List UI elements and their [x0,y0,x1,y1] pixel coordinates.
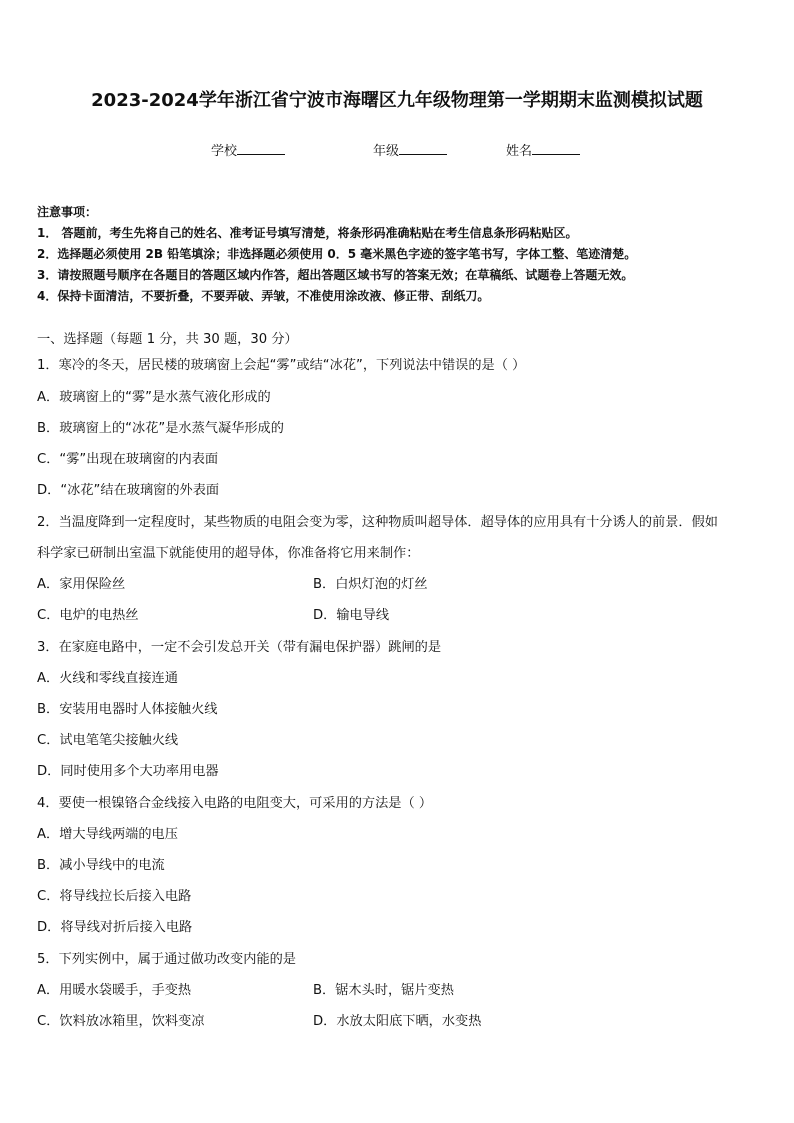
question-stem-continued: 科学家已研制出室温下就能使用的超导体，你准备将它用来制作： [37,546,420,561]
option: C．电炉的电热丝 [37,608,139,623]
option: A．增大导线两端的电压 [37,827,178,842]
option: A．家用保险丝 [37,577,126,592]
option: D．同时使用多个大功率用电器 [37,764,219,779]
question-stem: 5．下列实例中，属于通过做功改变内能的是 [37,952,296,967]
school-label: 学校 [211,144,238,159]
option: C．“雾”出现在玻璃窗的内表面 [37,452,219,467]
note-item: 2．选择题必须使用 2B 铅笔填涂；非选择题必须使用 0．5 毫米黑色字迹的签字笔书写，字体工整、笔迹清楚。 [37,247,637,261]
option: A．玻璃窗上的“雾”是水蒸气液化形成的 [37,390,271,405]
name-field [506,140,580,159]
name-blank [532,142,580,155]
option: C．将导线拉长后接入电路 [37,889,192,904]
grade-field [373,140,447,159]
option: D．“冰花”结在玻璃窗的外表面 [37,483,220,498]
section-heading: 一、选择题（每题 1 分，共 30 题，30 分） [37,332,298,347]
option: C．试电笔笔尖接触火线 [37,733,179,748]
note-item: 3．请按照题号顺序在各题目的答题区域内作答，超出答题区域书写的答案无效；在草稿纸、试题卷上答题无效。 [37,268,634,282]
note-item: 4．保持卡面清洁，不要折叠，不要弄破、弄皱，不准使用涂改液、修正带、刮纸刀。 [37,289,490,303]
option: B．安装用电器时人体接触火线 [37,702,218,717]
school-blank [237,142,285,155]
name-label: 姓名 [506,144,533,159]
option: B．玻璃窗上的“冰花”是水蒸气凝华形成的 [37,421,284,436]
grade-blank [399,142,447,155]
option: D．输电导线 [313,608,390,623]
school-field [211,140,285,159]
option: A．火线和零线直接连通 [37,671,178,686]
question-stem: 4．要使一根镍铬合金线接入电路的电阻变大，可采用的方法是（ ） [37,796,433,811]
option: B．减小导线中的电流 [37,858,165,873]
grade-label: 年级 [373,144,400,159]
notes-heading: 注意事项： [37,205,98,219]
option: C．饮料放冰箱里，饮料变凉 [37,1014,205,1029]
option: B．锯木头时，锯片变热 [313,983,454,998]
option: A．用暖水袋暖手，手变热 [37,983,192,998]
question-stem: 2．当温度降到一定程度时，某些物质的电阻会变为零，这种物质叫超导体．超导体的应用具有十分诱人的前景．假如 [37,515,718,530]
question-stem: 1．寒冷的冬天，居民楼的玻璃窗上会起“雾”或结“冰花”，下列说法中错误的是（ ） [37,358,526,373]
page-title: 2023-2024学年浙江省宁波市海曙区九年级物理第一学期期末监测模拟试题 [91,90,703,111]
option: D．水放太阳底下晒，水变热 [313,1014,482,1029]
option: D．将导线对折后接入电路 [37,920,193,935]
note-item: 1． 答题前，考生先将自己的姓名、准考证号填写清楚，将条形码准确粘贴在考生信息条形码粘贴区。 [37,226,578,240]
question-stem: 3．在家庭电路中，一定不会引发总开关（带有漏电保护器）跳闸的是 [37,640,442,655]
option: B．白炽灯泡的灯丝 [313,577,428,592]
